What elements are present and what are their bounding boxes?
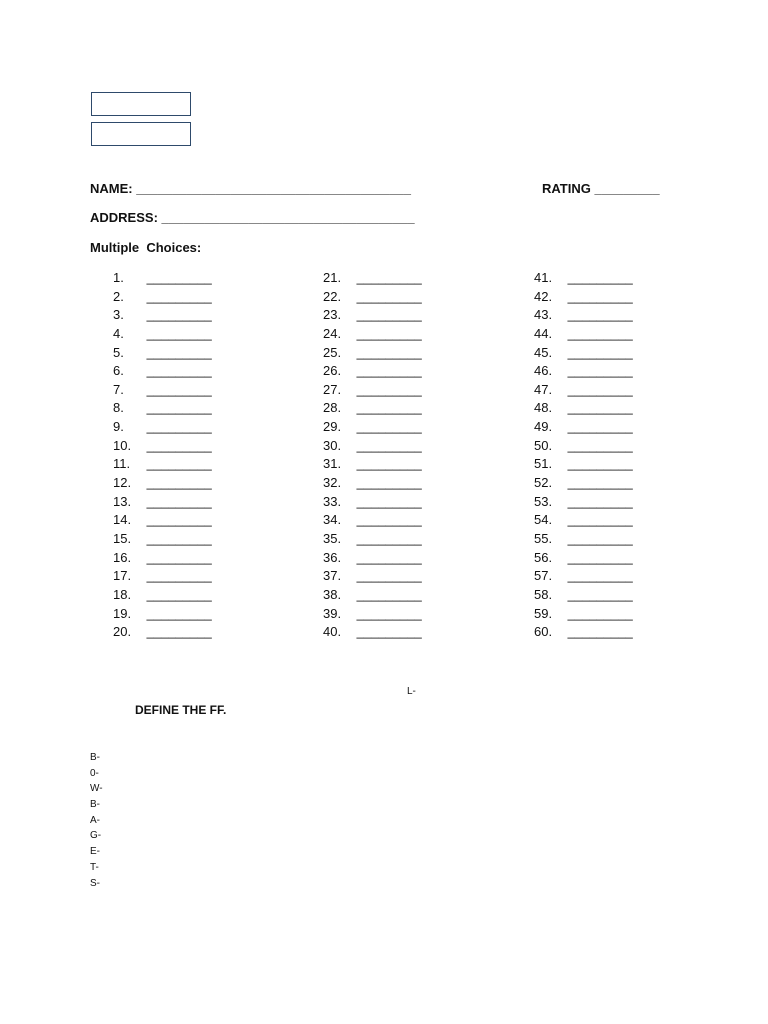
answer-row xyxy=(323,288,422,307)
question-number: 8. xyxy=(113,400,124,416)
name-field[interactable]: NAME: ______________________________________ xyxy=(90,181,411,196)
answer-row xyxy=(323,269,422,288)
answer-row xyxy=(323,493,422,512)
answer-blank[interactable]: _________ xyxy=(567,605,633,621)
answer-row xyxy=(113,455,212,474)
answer-blank[interactable]: _________ xyxy=(356,456,422,472)
question-number: 31. xyxy=(323,456,342,472)
answer-row xyxy=(323,549,422,568)
answer-blank[interactable]: _________ xyxy=(356,363,422,379)
answer-row xyxy=(113,362,212,381)
answer-row xyxy=(323,418,422,437)
answer-row xyxy=(113,474,212,493)
question-number: 13. xyxy=(113,493,132,509)
answer-row xyxy=(113,381,212,400)
answer-row xyxy=(323,511,422,530)
question-number: 26. xyxy=(323,363,342,379)
answer-blank[interactable]: _________ xyxy=(356,493,422,509)
question-number: 37. xyxy=(323,568,342,584)
answer-blank[interactable]: _________ xyxy=(567,437,633,453)
answer-blank[interactable]: _________ xyxy=(146,624,212,640)
question-number: 22. xyxy=(323,288,342,304)
question-number: 5. xyxy=(113,344,124,360)
answer-blank[interactable]: _________ xyxy=(356,307,422,323)
answer-row xyxy=(113,399,212,418)
answer-row xyxy=(534,269,633,288)
define-letter: 0- xyxy=(90,767,99,779)
question-number: 51. xyxy=(534,456,553,472)
question-number: 32. xyxy=(323,475,342,491)
answer-blank[interactable]: _________ xyxy=(146,549,212,565)
answer-row xyxy=(323,399,422,418)
answer-blank[interactable]: _________ xyxy=(356,419,422,435)
answer-row xyxy=(323,586,422,605)
answer-row xyxy=(323,567,422,586)
answer-blank[interactable]: _________ xyxy=(567,530,633,546)
answer-column-2 xyxy=(323,269,422,642)
answer-row xyxy=(534,549,633,568)
answer-row xyxy=(323,362,422,381)
answer-row xyxy=(113,605,212,624)
answer-blank[interactable]: _________ xyxy=(567,400,633,416)
answer-blank[interactable]: _________ xyxy=(146,270,212,285)
define-letter: E- xyxy=(90,846,100,858)
answer-blank[interactable]: _________ xyxy=(356,549,422,565)
question-number: 55. xyxy=(534,530,553,546)
question-number: 3. xyxy=(113,307,124,323)
question-number: 15. xyxy=(113,530,132,546)
question-number: 30. xyxy=(323,437,342,453)
answer-blank[interactable]: _________ xyxy=(146,493,212,509)
answer-blank[interactable]: _________ xyxy=(567,288,633,304)
define-title: DEFINE THE FF. xyxy=(135,703,227,717)
score-box-top[interactable] xyxy=(91,92,191,116)
answer-row xyxy=(534,623,633,642)
answer-row xyxy=(534,493,633,512)
answer-row xyxy=(113,437,212,456)
answer-row xyxy=(323,605,422,624)
answer-blank[interactable]: _________ xyxy=(146,344,212,360)
answer-blank[interactable]: _________ xyxy=(567,568,633,584)
answer-blank[interactable]: _________ xyxy=(146,586,212,602)
section-title: Multiple Choices: xyxy=(90,240,202,255)
question-number: 40. xyxy=(323,624,342,640)
answer-row xyxy=(534,325,633,344)
answer-blank[interactable]: _________ xyxy=(146,419,212,435)
question-number: 16. xyxy=(113,549,132,565)
question-number: 38. xyxy=(323,586,342,602)
answer-row xyxy=(323,325,422,344)
question-number: 56. xyxy=(534,549,553,565)
question-number: 1. xyxy=(113,270,124,285)
question-number: 11. xyxy=(113,456,131,472)
define-letter: A- xyxy=(90,814,100,826)
answer-row xyxy=(323,530,422,549)
answer-row xyxy=(534,362,633,381)
answer-blank[interactable]: _________ xyxy=(356,325,422,341)
answer-blank[interactable]: _________ xyxy=(356,586,422,602)
question-number: 54. xyxy=(534,512,553,528)
question-number: 6. xyxy=(113,363,124,379)
answer-blank[interactable]: _________ xyxy=(567,475,633,491)
question-number: 35. xyxy=(323,530,342,546)
answer-blank[interactable]: _________ xyxy=(356,624,422,640)
question-number: 20. xyxy=(113,624,132,640)
answer-blank[interactable]: _________ xyxy=(356,568,422,584)
answer-blank[interactable]: _________ xyxy=(567,586,633,602)
answer-blank[interactable]: _________ xyxy=(146,307,212,323)
answer-row xyxy=(113,418,212,437)
answer-blank[interactable]: _________ xyxy=(567,381,633,397)
question-number: 4. xyxy=(113,325,124,341)
question-number: 23. xyxy=(323,307,342,323)
answer-blank[interactable]: _________ xyxy=(146,605,212,621)
answer-blank[interactable]: _________ xyxy=(146,400,212,416)
stray-label: L- xyxy=(407,686,416,697)
answer-blank[interactable]: _________ xyxy=(567,624,633,640)
answer-row xyxy=(534,418,633,437)
define-letter: B- xyxy=(90,799,100,811)
question-number: 10. xyxy=(113,437,132,453)
question-number: 57. xyxy=(534,568,553,584)
answer-row xyxy=(113,586,212,605)
define-letter: G- xyxy=(90,830,102,842)
question-number: 28. xyxy=(323,400,342,416)
answer-blank[interactable]: _________ xyxy=(356,512,422,528)
answer-blank[interactable]: _________ xyxy=(146,363,212,379)
question-number: 49. xyxy=(534,419,553,435)
answer-row xyxy=(113,567,212,586)
answer-row xyxy=(113,269,212,288)
question-number: 59. xyxy=(534,605,553,621)
rating-field[interactable]: RATING _________ xyxy=(542,181,660,196)
answer-blank[interactable]: _________ xyxy=(356,288,422,304)
answer-blank[interactable]: _________ xyxy=(567,493,633,509)
answer-row xyxy=(534,399,633,418)
answer-blank[interactable]: _________ xyxy=(567,344,633,360)
answer-row xyxy=(323,306,422,325)
answer-row xyxy=(323,344,422,363)
answer-row xyxy=(534,586,633,605)
answer-blank[interactable]: _________ xyxy=(567,549,633,565)
question-number: 47. xyxy=(534,381,553,397)
question-number: 44. xyxy=(534,325,553,341)
answer-blank[interactable]: _________ xyxy=(146,437,212,453)
question-number: 41. xyxy=(534,270,553,285)
answer-row xyxy=(534,511,633,530)
answer-blank[interactable]: _________ xyxy=(146,512,212,528)
question-number: 43. xyxy=(534,307,553,323)
question-number: 24. xyxy=(323,325,342,341)
answer-blank[interactable]: _________ xyxy=(356,270,422,285)
answer-blank[interactable]: _________ xyxy=(567,363,633,379)
answer-row xyxy=(113,530,212,549)
answer-row xyxy=(113,623,212,642)
answer-row xyxy=(534,530,633,549)
answer-row xyxy=(113,511,212,530)
question-number: 50. xyxy=(534,437,553,453)
answer-row xyxy=(534,306,633,325)
answer-blank[interactable]: _________ xyxy=(146,381,212,397)
question-number: 48. xyxy=(534,400,553,416)
answer-blank[interactable]: _________ xyxy=(567,512,633,528)
define-letter-list xyxy=(90,750,103,891)
answer-column-1 xyxy=(113,269,212,642)
define-letter: T- xyxy=(90,861,99,873)
answer-row xyxy=(113,549,212,568)
question-number: 2. xyxy=(113,288,124,304)
answer-row xyxy=(323,437,422,456)
answer-blank[interactable]: _________ xyxy=(146,288,212,304)
question-number: 58. xyxy=(534,586,553,602)
answer-blank[interactable]: _________ xyxy=(356,475,422,491)
answer-row xyxy=(534,605,633,624)
define-letter: S- xyxy=(90,877,100,889)
question-number: 36. xyxy=(323,549,342,565)
answer-blank[interactable]: _________ xyxy=(356,437,422,453)
define-letter: B- xyxy=(90,752,100,763)
answer-blank[interactable]: _________ xyxy=(146,325,212,341)
question-number: 21. xyxy=(323,270,342,285)
answer-blank[interactable]: _________ xyxy=(356,381,422,397)
answer-blank[interactable]: _________ xyxy=(146,568,212,584)
question-number: 52. xyxy=(534,475,553,491)
address-field[interactable]: ADDRESS: ___________________________________ xyxy=(90,210,415,225)
answer-row xyxy=(534,288,633,307)
answer-blank[interactable]: _________ xyxy=(567,419,633,435)
question-number: 9. xyxy=(113,419,124,435)
answer-blank[interactable]: _________ xyxy=(146,475,212,491)
answer-row xyxy=(534,344,633,363)
answer-row xyxy=(534,455,633,474)
answer-row xyxy=(113,306,212,325)
question-number: 25. xyxy=(323,344,342,360)
answer-blank[interactable]: _________ xyxy=(356,605,422,621)
answer-blank[interactable]: _________ xyxy=(356,530,422,546)
question-number: 45. xyxy=(534,344,553,360)
answer-blank[interactable]: _________ xyxy=(146,530,212,546)
question-number: 53. xyxy=(534,493,553,509)
score-box-bottom[interactable] xyxy=(91,122,191,146)
question-number: 60. xyxy=(534,624,553,640)
answer-row xyxy=(323,455,422,474)
answer-row xyxy=(323,474,422,493)
answer-blank[interactable]: _________ xyxy=(567,270,633,285)
answer-blank[interactable]: _________ xyxy=(356,344,422,360)
question-number: 14. xyxy=(113,512,132,528)
question-number: 34. xyxy=(323,512,342,528)
question-number: 17. xyxy=(113,568,132,584)
answer-row xyxy=(534,567,633,586)
question-number: 19. xyxy=(113,605,132,621)
question-number: 12. xyxy=(113,475,132,491)
answer-blank[interactable]: _________ xyxy=(567,456,633,472)
answer-row xyxy=(323,623,422,642)
answer-row xyxy=(534,437,633,456)
answer-column-3 xyxy=(534,269,633,642)
define-letter: W- xyxy=(90,783,103,795)
answer-blank[interactable]: _________ xyxy=(356,400,422,416)
question-number: 18. xyxy=(113,586,132,602)
question-number: 46. xyxy=(534,363,553,379)
answer-row xyxy=(113,344,212,363)
answer-row xyxy=(113,493,212,512)
question-number: 42. xyxy=(534,288,553,304)
answer-row xyxy=(113,325,212,344)
answer-row xyxy=(323,381,422,400)
question-number: 29. xyxy=(323,419,342,435)
answer-blank[interactable]: _________ xyxy=(567,325,633,341)
answer-row xyxy=(113,288,212,307)
answer-row xyxy=(534,381,633,400)
question-number: 39. xyxy=(323,605,342,621)
question-number: 7. xyxy=(113,381,124,397)
question-number: 33. xyxy=(323,493,342,509)
answer-blank[interactable]: _________ xyxy=(567,307,633,323)
question-number: 27. xyxy=(323,381,342,397)
answer-row xyxy=(534,474,633,493)
answer-blank[interactable]: _________ xyxy=(146,456,212,472)
